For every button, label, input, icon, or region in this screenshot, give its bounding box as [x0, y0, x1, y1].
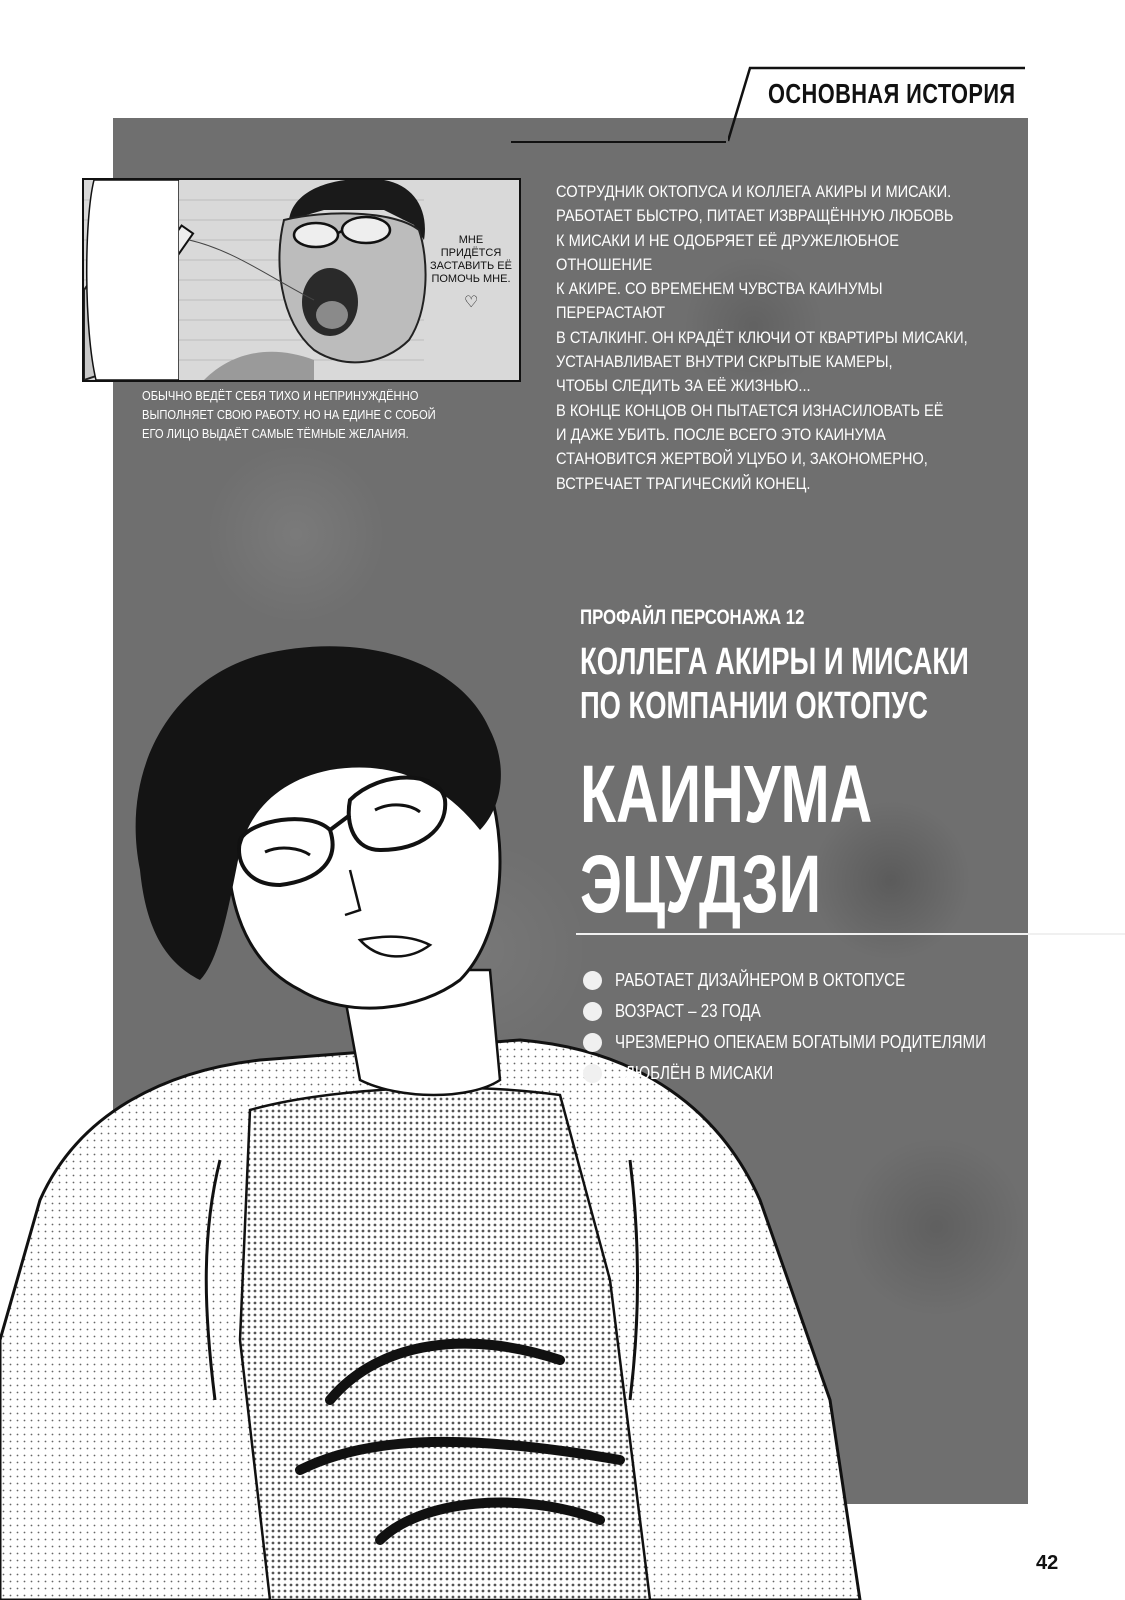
profile-label: ПРОФАЙЛ ПЕРСОНАЖА 12 [580, 606, 805, 629]
character-facts [583, 965, 1057, 1089]
character-name-line: КАИНУМА [580, 749, 873, 840]
fact-item [583, 1058, 1057, 1089]
bio-line: В СТАЛКИНГ. ОН КРАДЁТ КЛЮЧИ ОТ КВАРТИРЫ МИСАКИ, [556, 327, 968, 347]
fact-text: ЧРЕЗМЕРНО ОПЕКАЕМ БОГАТЫМИ РОДИТЕЛЯМИ [615, 1032, 986, 1052]
bio-line: ВСТРЕЧАЕТ ТРАГИЧЕСКИЙ КОНЕЦ. [556, 473, 811, 493]
heart-icon: ♡ [464, 294, 479, 311]
bullet-icon [583, 1064, 602, 1083]
profile-subtitle-line: КОЛЛЕГА АКИРЫ И МИСАКИ [580, 641, 969, 683]
page-number: 42 [1036, 1552, 1059, 1574]
inset-manga-panel [82, 178, 521, 382]
header-underline [511, 141, 726, 143]
bio-line: ЧТОБЫ СЛЕДИТЬ ЗА ЕЁ ЖИЗНЬЮ... [556, 376, 811, 396]
fact-item [583, 965, 1057, 996]
fact-item [583, 996, 1057, 1027]
fact-text: РАБОТАЕТ ДИЗАЙНЕРОМ В ОКТОПУСЕ [615, 970, 906, 990]
bio-line: СТАНОВИТСЯ ЖЕРТВОЙ УЦУБО И, ЗАКОНОМЕРНО, [556, 449, 928, 469]
section-title: ОСНОВНАЯ ИСТОРИЯ [768, 78, 1016, 109]
bio-line: К МИСАКИ И НЕ ОДОБРЯЕТ ЕЁ ДРУЖЕЛЮБНОЕ ОТНОШЕНИЕ [556, 230, 900, 274]
bio-line: И ДАЖЕ УБИТЬ. ПОСЛЕ ВСЕГО ЭТО КАИНУМА [556, 424, 886, 444]
bio-line: УСТАНАВЛИВАЕТ ВНУТРИ СКРЫТЫЕ КАМЕРЫ, [556, 352, 893, 372]
bullet-icon [583, 1002, 602, 1021]
inset-caption: ОБЫЧНО ВЕДЁТ СЕБЯ ТИХО И НЕПРИНУЖДЁННО ВЫПОЛНЯЕТ СВОЮ РАБОТУ. НО НА ЕДИНЕ С СОБОЙ ЕГО ЛИЦО ВЫДАЁТ САМЫЕ ТЁМНЫЕ ЖЕЛАНИЯ. [142, 388, 436, 441]
bullet-icon [583, 1033, 602, 1052]
fact-item [583, 1027, 1057, 1058]
bio-line: РАБОТАЕТ БЫСТРО, ПИТАЕТ ИЗВРАЩЁННУЮ ЛЮБОВЬ [556, 206, 954, 226]
character-name-line: ЭЦУДЗИ [580, 839, 822, 930]
profile-subtitle-line: ПО КОМПАНИИ ОКТОПУС [580, 685, 928, 727]
bio-line: СОТРУДНИК ОКТОПУСА И КОЛЛЕГА АКИРЫ И МИСАКИ. [556, 182, 952, 201]
character-name [580, 750, 954, 930]
speech-bubble-text: МНЕ ПРИДЁТСЯ ЗАСТАВИТЬ ЕЁ ПОМОЧЬ МНЕ. [430, 234, 512, 285]
character-biography [556, 180, 977, 496]
fact-text: ВОЗРАСТ – 23 ГОДА [615, 1001, 761, 1021]
bio-line: В КОНЦЕ КОНЦОВ ОН ПЫТАЕТСЯ ИЗНАСИЛОВАТЬ ЕЁ [556, 400, 944, 420]
bio-line: К АКИРЕ. СО ВРЕМЕНЕМ ЧУВСТВА КАИНУМЫ ПЕРЕРАСТАЮТ [556, 279, 883, 323]
bullet-icon [583, 971, 602, 990]
name-divider [576, 933, 1125, 935]
profile-subtitle [580, 640, 969, 728]
speech-bubble [84, 180, 179, 380]
fact-text: ВЛЮБЛЁН В МИСАКИ [615, 1063, 774, 1083]
